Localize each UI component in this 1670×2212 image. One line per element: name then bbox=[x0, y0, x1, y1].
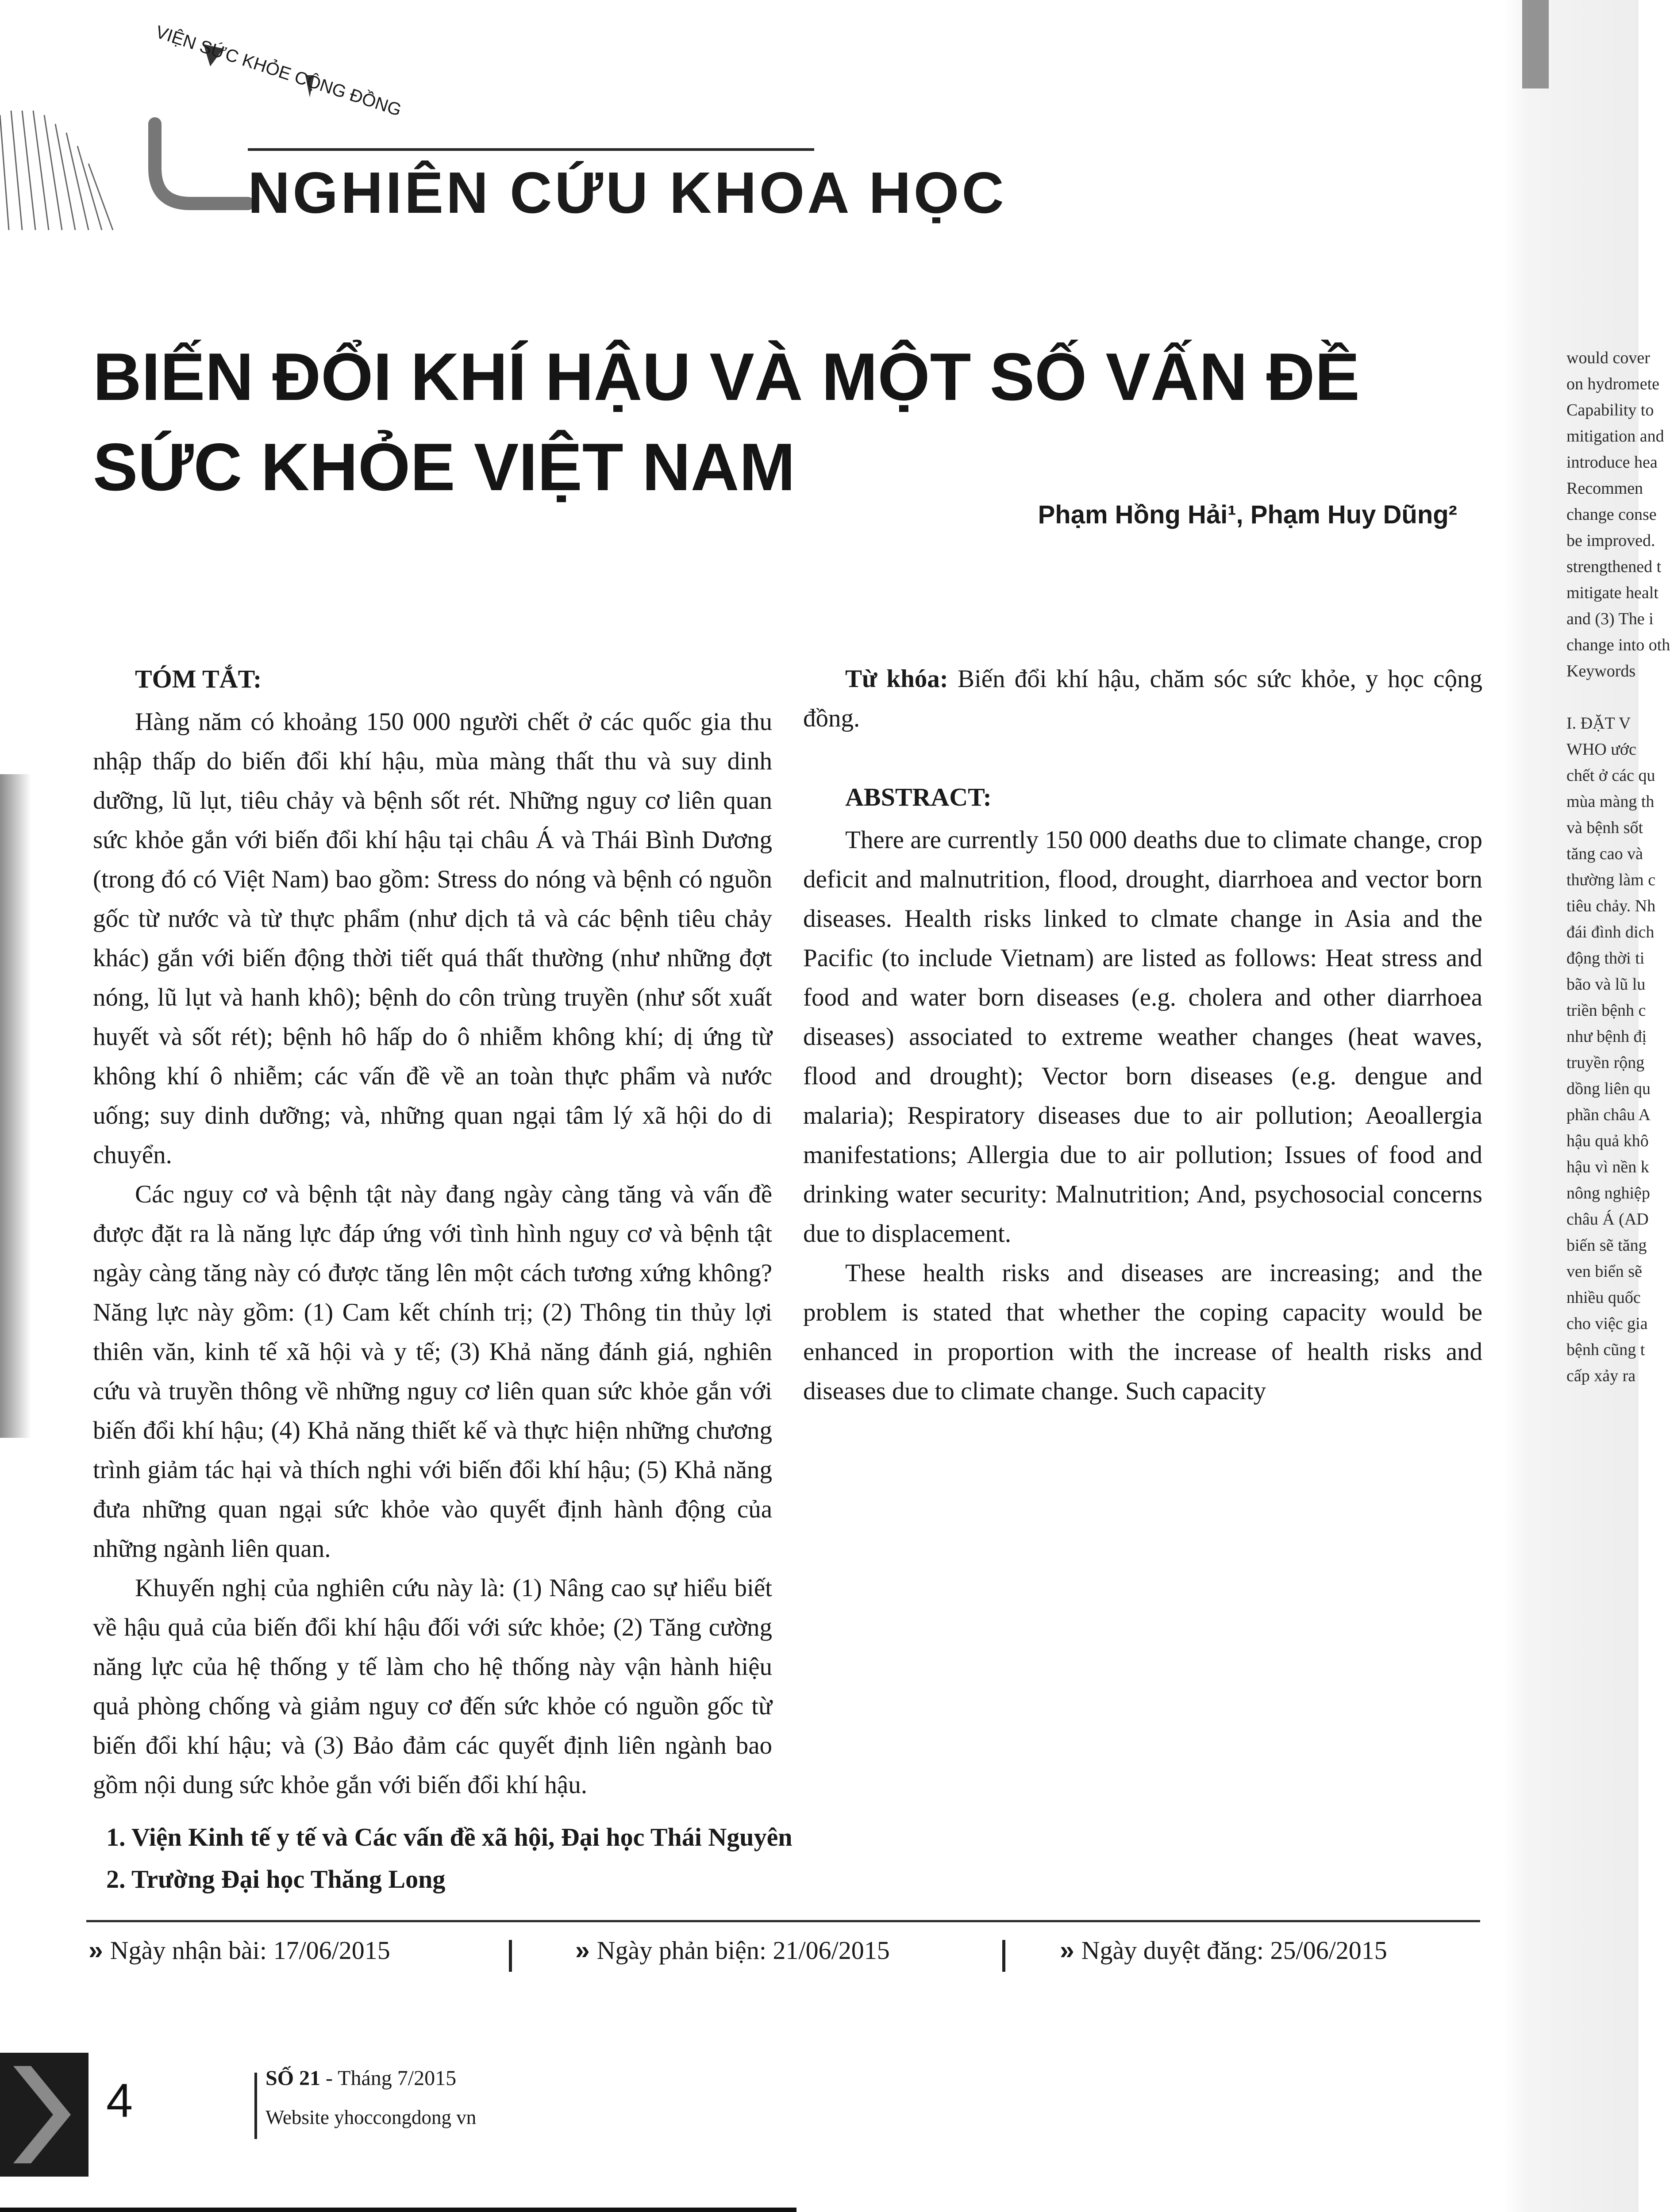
adjacent-page-line: cho việc gia bbox=[1566, 1314, 1648, 1333]
footer-chevron-icon bbox=[0, 2053, 89, 2177]
adjacent-page-line: và bệnh sốt bbox=[1566, 818, 1643, 837]
affiliation-1: 1. Viện Kinh tế y tế và Các vấn đề xã hội, Đại học Thái Nguyên bbox=[106, 1823, 793, 1851]
adjacent-page-line: mitigation and bbox=[1566, 427, 1664, 445]
affiliation-2: 2. Trường Đại học Thăng Long bbox=[106, 1865, 446, 1893]
page-number: 4 bbox=[106, 2074, 133, 2127]
hook-ornament bbox=[142, 119, 257, 226]
double-chevron-icon: ›› bbox=[575, 1936, 587, 1965]
authors: Phạm Hồng Hải¹, Phạm Huy Dũng² bbox=[1038, 500, 1457, 529]
double-chevron-icon: ›› bbox=[1060, 1936, 1072, 1965]
adjacent-page-line: cấp xảy ra bbox=[1566, 1367, 1636, 1385]
article-title-line2: SỨC KHỎE VIỆT NAM bbox=[93, 430, 796, 505]
adjacent-page-line: đái đình dich bbox=[1566, 923, 1655, 941]
article-title bbox=[93, 332, 1376, 512]
article-title-line1: BIẾN ĐỔI KHÍ HẬU VÀ MỘT SỐ VẤN ĐỀ bbox=[93, 339, 1360, 415]
dates-rule bbox=[86, 1920, 1480, 1922]
adjacent-page-line: Recommen bbox=[1566, 479, 1643, 498]
adjacent-page-line: introduce hea bbox=[1566, 453, 1658, 472]
affiliations bbox=[106, 1816, 793, 1900]
adjacent-page-line: như bệnh đị bbox=[1566, 1027, 1647, 1046]
keywords-label: Từ khóa: bbox=[845, 665, 948, 693]
abstract-paragraph-1: There are currently 150 000 deaths due to climate change, crop deficit and malnutrition, flood, drought, diarrhoea and vector born diseases. Health risks linked to clmate change in Asia and the Pacific (to include Vietnam) are listed as follows: Heat stress and food and water born diseases (e.g. cholera and other diarrhoea diseases) associated to extreme weather changes (heat waves, flood and drought); Vector born diseases (e.g. dengue and malaria); Respiratory diseases due to air pollution; Aeoallergia manifestations; Allergia due to air pollution; Issues of food and drinking water security: Malnutrition; And, psychosocial concerns due to displacement. bbox=[803, 826, 1482, 1248]
section-top-rule bbox=[248, 148, 814, 151]
adjacent-page-line: be improved. bbox=[1566, 531, 1655, 550]
adjacent-page-line: Keywords bbox=[1566, 662, 1636, 680]
footer-issue bbox=[266, 2066, 456, 2090]
adjacent-page-line: phần châu A bbox=[1566, 1106, 1651, 1124]
adjacent-page-line: bão và lũ lu bbox=[1566, 975, 1646, 994]
adjacent-page-text bbox=[1566, 345, 1670, 1389]
adjacent-page-line: chết ở các qu bbox=[1566, 766, 1655, 785]
adjacent-page-line: dồng liên qu bbox=[1566, 1079, 1651, 1098]
issue-number: SỐ 21 bbox=[266, 2066, 321, 2090]
adjacent-page-line: Capability to bbox=[1566, 401, 1654, 419]
date-received-text: Ngày nhận bài: 17/06/2015 bbox=[110, 1936, 390, 1965]
adjacent-page-line: châu Á (AD bbox=[1566, 1210, 1649, 1229]
adjacent-page-line: triền bệnh c bbox=[1566, 1001, 1646, 1020]
left-scan-shadow bbox=[0, 774, 31, 1438]
adjacent-page-line: strengthened t bbox=[1566, 557, 1662, 576]
adjacent-page-line: I. ĐẶT V bbox=[1566, 714, 1631, 733]
keywords bbox=[803, 659, 1482, 738]
adjacent-page-line: thường làm c bbox=[1566, 871, 1656, 889]
adjacent-page-line: change into oth bbox=[1566, 636, 1670, 654]
date-accepted-text: Ngày duyệt đăng: 25/06/2015 bbox=[1081, 1936, 1387, 1965]
adjacent-page-line: tiêu chảy. Nh bbox=[1566, 897, 1656, 915]
adjacent-page-line: hậu quả khô bbox=[1566, 1132, 1649, 1150]
date-received bbox=[89, 1936, 390, 1965]
date-reviewed bbox=[575, 1936, 890, 1965]
adjacent-page-line: mùa màng th bbox=[1566, 792, 1655, 811]
keywords-text: Biến đổi khí hậu, chăm sóc sức khỏe, y học cộng đồng. bbox=[803, 665, 1482, 732]
adjacent-page-line: nông nghiệp bbox=[1566, 1184, 1650, 1202]
logo-text: VIỆN SỨC KHỎE CỘNG ĐỒNG bbox=[153, 22, 404, 120]
summary-paragraph-3: Khuyến nghị của nghiên cứu này là: (1) Nâng cao sự hiểu biết về hậu quả của biến đổi khí hậu đối với sức khỏe; (2) Tăng cường năng lực của hệ thống y tế làm cho hệ thống này vận hành hiệu quả phòng chống và giảm nguy cơ đến sức khỏe có nguồn gốc từ biến đổi khí hậu; và (3) Bảo đảm các quyết định liên ngành bao gồm nội dung sức khỏe gắn với biến đổi khí hậu. bbox=[93, 1574, 772, 1799]
adjacent-page-line: truyền rộng bbox=[1566, 1053, 1645, 1072]
section-title: NGHIÊN CỨU KHOA HỌC bbox=[248, 160, 1007, 225]
adjacent-page-line: would cover bbox=[1566, 349, 1650, 367]
column-left bbox=[93, 659, 772, 1805]
issue-month: - Tháng 7/2015 bbox=[320, 2066, 457, 2090]
abstract-heading: ABSTRACT: bbox=[845, 783, 992, 811]
adjacent-page-line: change conse bbox=[1566, 505, 1657, 524]
adjacent-page-line: bệnh cũng t bbox=[1566, 1340, 1645, 1359]
abstract-paragraph-2: These health risks and diseases are increasing; and the problem is stated that whether the coping capacity would be enhanced in proportion with the increase of health risks and diseases due to climate change. Such capacity bbox=[803, 1259, 1482, 1405]
adjacent-page-line: WHO ước bbox=[1566, 740, 1636, 759]
adjacent-page-line: biến sẽ tăng bbox=[1566, 1236, 1647, 1255]
date-separator bbox=[1002, 1940, 1005, 1972]
bottom-scan-strip bbox=[0, 2208, 797, 2212]
date-separator bbox=[509, 1940, 512, 1972]
summary-heading: TÓM TẮT: bbox=[135, 664, 262, 693]
column-right bbox=[803, 659, 1482, 1411]
footer-divider bbox=[254, 2073, 257, 2139]
adjacent-page-line: and (3) The i bbox=[1566, 610, 1654, 628]
binding-shadow bbox=[1522, 0, 1549, 88]
adjacent-page-line: hậu vì nền k bbox=[1566, 1158, 1649, 1176]
adjacent-page-line: nhiều quốc bbox=[1566, 1288, 1641, 1307]
adjacent-page-line: ven biển sẽ bbox=[1566, 1262, 1642, 1281]
adjacent-page-line: tăng cao và bbox=[1566, 845, 1643, 863]
date-reviewed-text: Ngày phản biện: 21/06/2015 bbox=[596, 1936, 890, 1965]
adjacent-page-line: động thời ti bbox=[1566, 949, 1645, 968]
adjacent-page-line: mitigate healt bbox=[1566, 584, 1658, 602]
double-chevron-icon: ›› bbox=[89, 1936, 100, 1965]
date-accepted bbox=[1060, 1936, 1387, 1965]
summary-paragraph-2: Các nguy cơ và bệnh tật này đang ngày càng tăng và vấn đề được đặt ra là năng lực đáp ứng với tình hình nguy cơ và bệnh tật ngày càng tăng này có được tăng lên một cách tương xứng không? Năng lực này gồm: (1) Cam kết chính trị; (2) Thông tin thủy lợi thiên văn, kinh tế xã hội và y tế; (3) Khả năng đánh giá, nghiên cứu và truyền thông về những nguy cơ liên quan sức khỏe gắn với biến đổi khí hậu; (4) Khả năng thiết kế và thực hiện những chương trình giảm tác hại và thích nghi với biến đổi khí hậu; (5) Khả năng đưa những quan ngại sức khỏe vào quyết định hành động của những ngành liên quan. bbox=[93, 1180, 772, 1563]
summary-paragraph-1: Hàng năm có khoảng 150 000 người chết ở các quốc gia thu nhập thấp do biến đổi khí hậu, mùa màng thất thu và suy dinh dưỡng, lũ lụt, tiêu chảy và bệnh sốt rét. Những nguy cơ liên quan sức khỏe gắn với biến đổi khí hậu tại châu Á và Thái Bình Dương (trong đó có Việt Nam) bao gồm: Stress do nóng và bệnh có nguồn gốc từ nước và từ thực phẩm (như dịch tả và các bệnh tiêu chảy khác) gắn với biến động thời tiết quá thất thường (như những đợt nóng, lũ lụt và hanh khô); bệnh do côn trùng truyền (như sốt xuất huyết và sốt rét); bệnh hô hấp do ô nhiễm không khí; dị ứng từ không khí ô nhiễm; các vấn đề về an toàn thực phẩm và nước uống; suy dinh dưỡng; và, những quan ngại tâm lý xã hội do di chuyển. bbox=[93, 708, 772, 1169]
adjacent-page-line bbox=[1566, 684, 1639, 710]
footer-website: Website yhoccongdong vn bbox=[266, 2106, 477, 2128]
adjacent-page-line: on hydromete bbox=[1566, 375, 1660, 393]
